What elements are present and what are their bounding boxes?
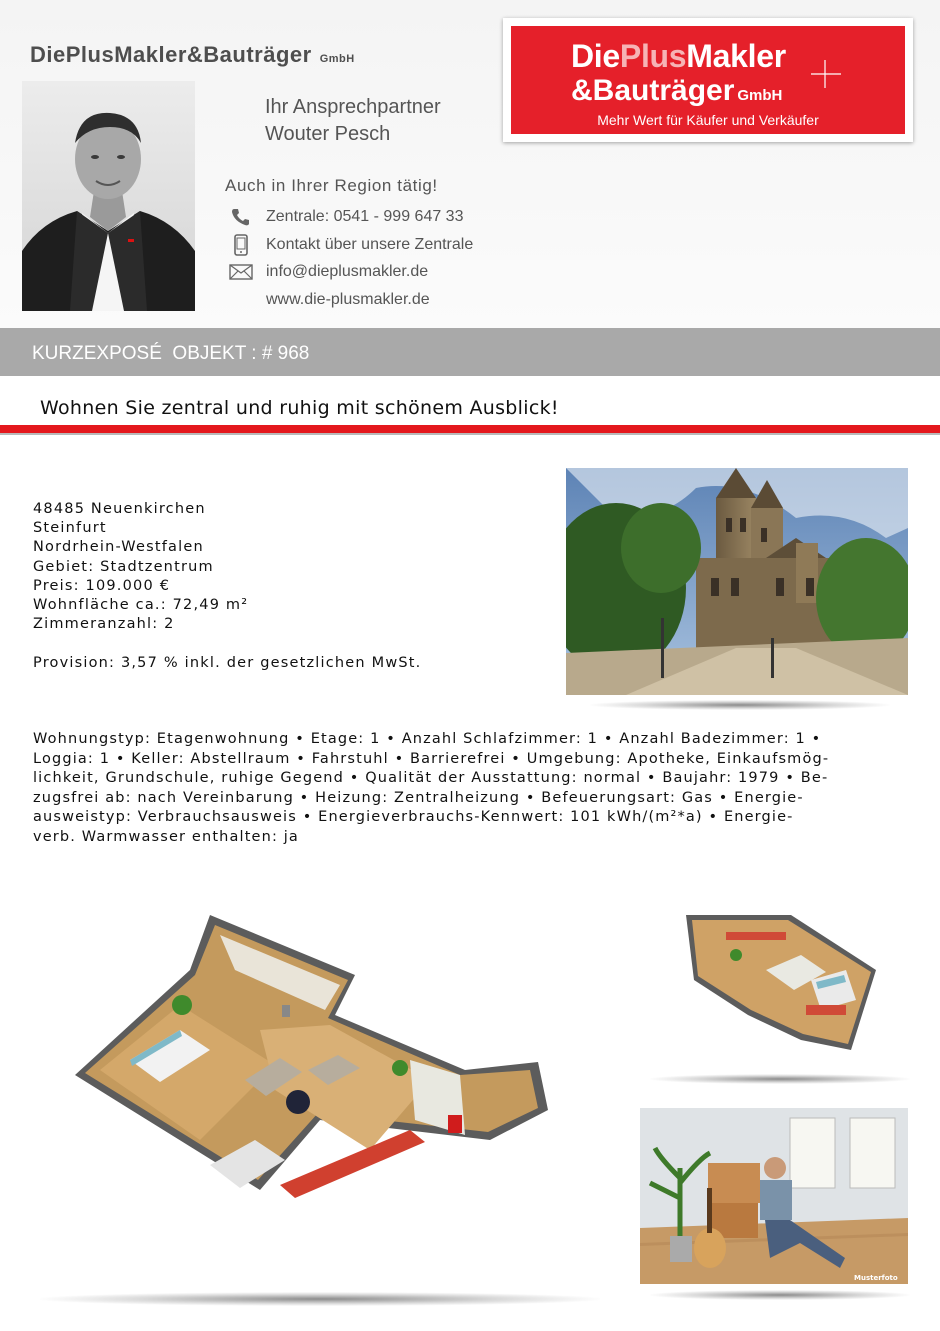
description-line: lichkeit, Grundschule, ruhige Gegend • Qualität der Ausstattung: normal • Baujahr: 1979 • Be- bbox=[33, 770, 829, 786]
company-logo bbox=[503, 18, 913, 142]
region-text: Auch in Ihrer Region tätig! bbox=[225, 176, 438, 195]
floor-plan-3d bbox=[70, 910, 560, 1250]
room-count: Zimmeranzahl: 2 bbox=[33, 616, 175, 633]
email-row bbox=[229, 259, 428, 285]
floor-plan-small bbox=[676, 910, 886, 1060]
price: Preis: 109.000 € bbox=[33, 577, 171, 594]
sample-photo-label: Musterfoto bbox=[854, 1274, 898, 1282]
moving-photo bbox=[640, 1108, 908, 1284]
logo-plus-icon bbox=[811, 60, 841, 90]
district: Steinfurt bbox=[33, 520, 107, 537]
logo-line-1: DiePlusMakler bbox=[571, 38, 786, 74]
phone-number: Zentrale: 0541 - 999 647 33 bbox=[266, 208, 464, 225]
area-type: Gebiet: Stadtzentrum bbox=[33, 558, 214, 575]
mail-icon bbox=[229, 262, 253, 282]
description-line: verb. Warmwasser enthalten: ja bbox=[33, 828, 299, 845]
floor-plan-shadow bbox=[40, 1292, 600, 1306]
company-name: DiePlusMakler&Bauträger GmbH bbox=[30, 42, 355, 67]
contact-name: Wouter Pesch bbox=[265, 123, 391, 145]
description-line: Wohnungstyp: Etagenwohnung • Etage: 1 • Anzahl Schlafzimmer: 1 • Anzahl Badezimmer: 1 • bbox=[33, 731, 822, 747]
logo-red-panel bbox=[511, 26, 905, 134]
logo-tagline: Mehr Wert für Käufer und Verkäufer bbox=[597, 112, 819, 128]
church-photo bbox=[566, 468, 908, 695]
mobile-phone-icon bbox=[229, 235, 253, 255]
phone-icon bbox=[229, 207, 253, 227]
description-line: zugsfrei ab: nach Vereinbarung • Heizung: Zentralheizung • Befeuerungsart: Gas • Energie- bbox=[33, 789, 804, 806]
listing-headline: Wohnen Sie zentral und ruhig mit schönem Ausblick! bbox=[40, 397, 559, 419]
property-details bbox=[33, 500, 422, 673]
phone-row bbox=[229, 204, 463, 230]
grey-divider bbox=[0, 433, 940, 435]
logo-line-2: &Bauträger GmbH bbox=[571, 74, 783, 107]
property-description bbox=[33, 730, 913, 847]
agent-portrait bbox=[22, 81, 195, 311]
contact-label: Ihr Ansprechpartner bbox=[265, 96, 441, 118]
moving-photo-shadow bbox=[650, 1290, 910, 1300]
expose-title: KURZEXPOSÉ OBJEKT : # 968 bbox=[32, 343, 310, 364]
mobile-contact: Kontakt über unsere Zentrale bbox=[266, 236, 474, 253]
contact-person bbox=[265, 94, 441, 148]
red-divider bbox=[0, 425, 940, 433]
email-address[interactable]: info@dieplusmakler.de bbox=[266, 263, 429, 280]
website-row bbox=[229, 287, 430, 313]
living-space: Wohnfläche ca.: 72,49 m² bbox=[33, 596, 249, 613]
description-line: ausweistyp: Verbrauchsausweis • Energieverbrauchs-Kennwert: 101 kWh/(m²*a) • Energie- bbox=[33, 809, 794, 825]
website-link[interactable]: www.die-plusmakler.de bbox=[266, 291, 430, 308]
small-plan-shadow bbox=[650, 1074, 910, 1084]
commission: Provision: 3,57 % inkl. der gesetzlichen MwSt. bbox=[33, 654, 422, 671]
state: Nordrhein-Westfalen bbox=[33, 539, 204, 556]
mobile-row bbox=[229, 232, 473, 258]
description-line: Loggia: 1 • Keller: Abstellraum • Fahrstuhl • Barrierefrei • Umgebung: Apotheke, Einkaufsmög- bbox=[33, 750, 830, 767]
photo-shadow bbox=[590, 700, 890, 710]
address: 48485 Neuenkirchen bbox=[33, 501, 206, 517]
company-suffix: GmbH bbox=[319, 53, 355, 65]
